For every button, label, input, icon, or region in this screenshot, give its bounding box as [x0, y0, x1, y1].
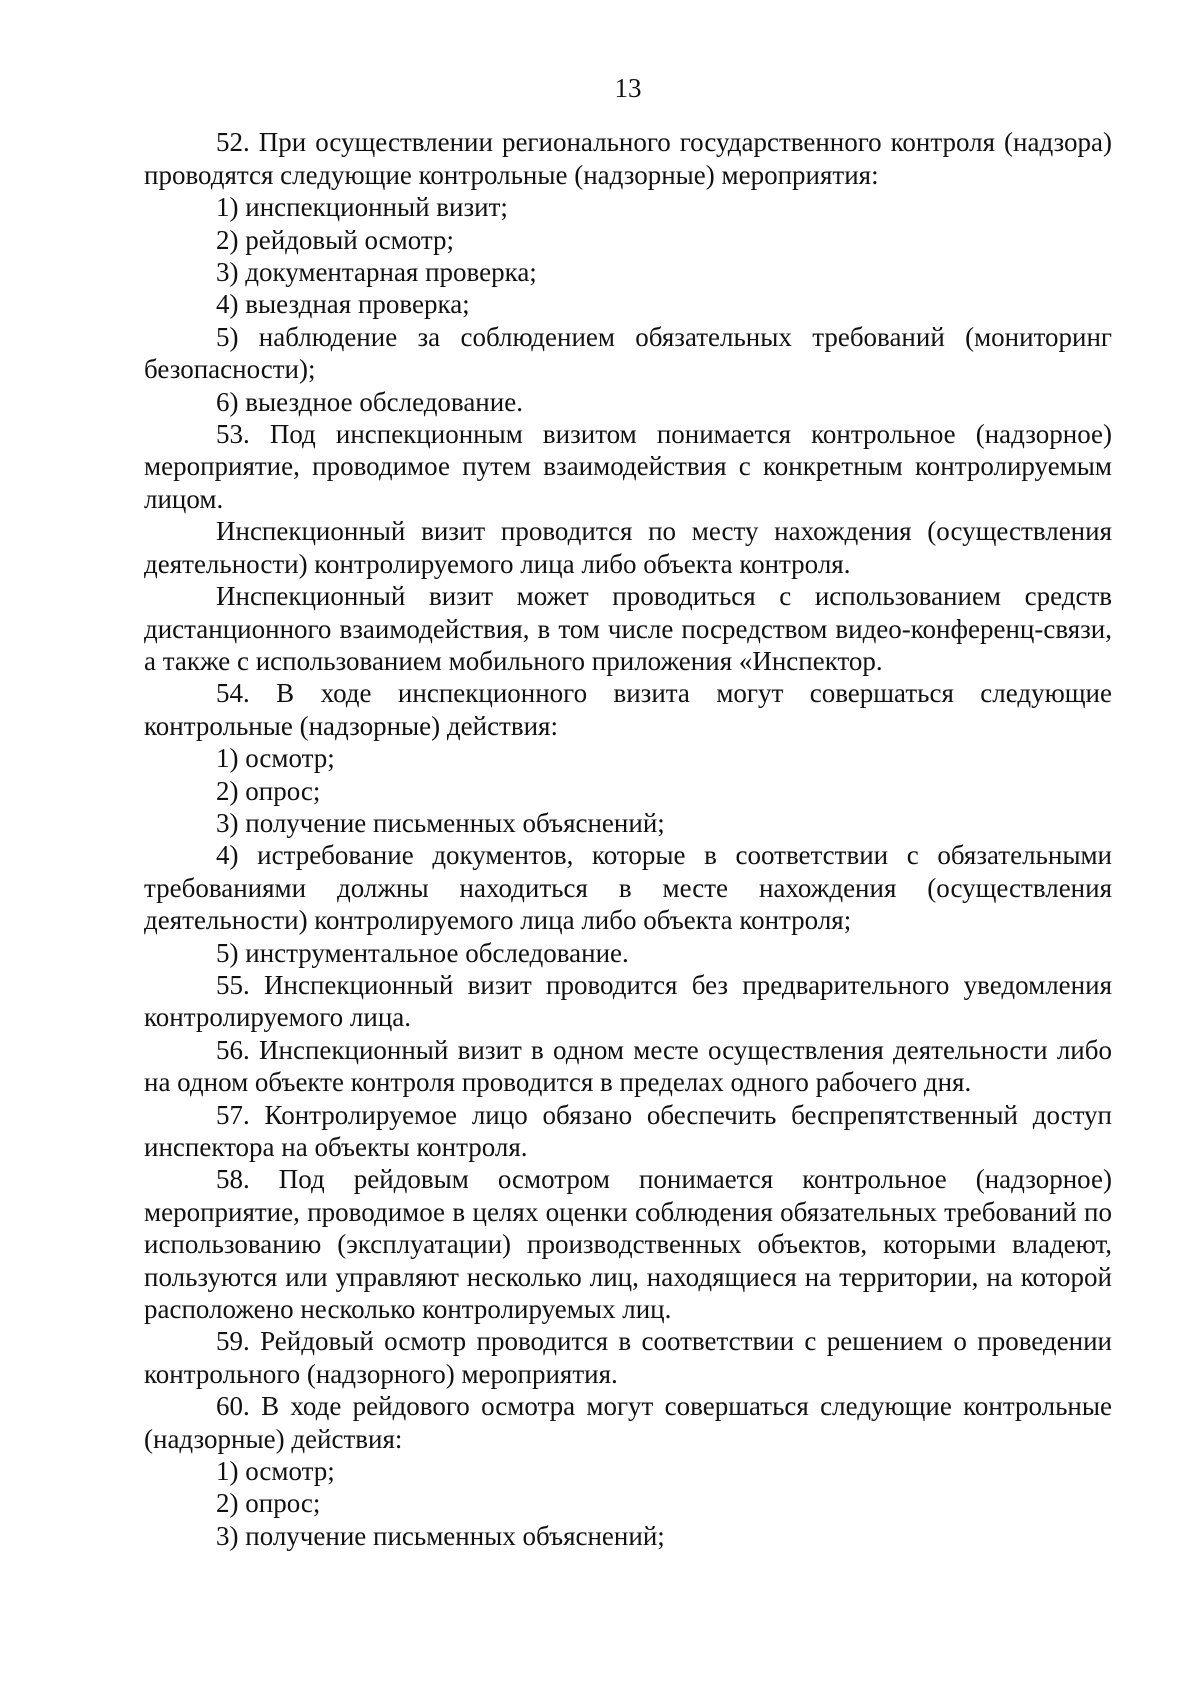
page-number: 13: [614, 73, 642, 103]
paragraph-58: 58. Под рейдовым осмотром понимается контрольное (надзорное) мероприятие, проводимое в целях оценки соблюдения обязательных требований по использованию (эксплуатации) производственных объектов, которыми владеют, пользуются или управляют несколько лиц, находящиеся на территории, на которой расположено несколько контролируемых лиц.: [144, 1164, 1112, 1325]
list-item-instrumental-survey: 5) инструментальное обследование.: [216, 937, 629, 968]
list-item-inspection-visit: 1) инспекционный визит;: [216, 192, 508, 223]
list-item-field-check: 4) выездная проверка;: [216, 289, 470, 320]
paragraph-54: 54. В ходе инспекционного визита могут совершаться следующие контрольные (надзорные) действия:: [144, 678, 1112, 741]
list-item-field-survey: 6) выездное обследование.: [216, 386, 523, 417]
document-body: [144, 126, 1112, 1552]
paragraph-56: 56. Инспекционный визит в одном месте осуществления деятельности либо на одном объекте контроля проводится в пределах одного рабочего дня.: [144, 1034, 1112, 1098]
paragraph-55: 55. Инспекционный визит проводится без предварительного уведомления контролируемого лица.: [144, 969, 1112, 1033]
list-item-documentary-check: 3) документарная проверка;: [216, 257, 537, 288]
list-item-written-explanations-raid: 3) получение письменных объяснений;: [216, 1520, 665, 1551]
list-item-examination-raid: 1) осмотр;: [216, 1456, 335, 1487]
list-item-survey-raid: 2) опрос;: [216, 1488, 321, 1519]
paragraph-60: 60. В ходе рейдового осмотра могут совершаться следующие контрольные (надзорные) действия:: [144, 1391, 1112, 1454]
list-item-written-explanations: 3) получение письменных объяснений;: [216, 807, 665, 838]
paragraph-53-location: Инспекционный визит проводится по месту нахождения (осуществления деятельности) контролируемого лица либо объекта контроля.: [144, 516, 1112, 579]
list-item-examination: 1) осмотр;: [216, 743, 335, 774]
paragraph-53: 53. Под инспекционным визитом понимается контрольное (надзорное) мероприятие, проводимое путем взаимодействия с конкретным контролируемым лицом.: [144, 419, 1112, 514]
paragraph-53-remote: Инспекционный визит может проводиться с использованием средств дистанционного взаимодействия, в том числе посредством видео-конференц-связи, а также с использованием мобильного приложения «Инспектор.: [144, 581, 1112, 676]
list-item-safety-monitoring: 5) наблюдение за соблюдением обязательных требований (мониторинг безопасности);: [144, 321, 1112, 385]
list-item-survey: 2) опрос;: [216, 775, 321, 806]
list-item-raid-inspection: 2) рейдовый осмотр;: [216, 224, 455, 255]
paragraph-52: 52. При осуществлении регионального государственного контроля (надзора) проводятся следующие контрольные (надзорные) мероприятия:: [144, 127, 1112, 190]
list-item-document-request: 4) истребование документов, которые в соответствии с обязательными требованиями должны находиться в месте нахождения (осуществления деятельности) контролируемого лица либо объекта контроля;: [144, 840, 1112, 936]
paragraph-57: 57. Контролируемое лицо обязано обеспечить беспрепятственный доступ инспектора на объекты контроля.: [144, 1099, 1112, 1162]
paragraph-59: 59. Рейдовый осмотр проводится в соответствии с решением о проведении контрольного (надзорного) мероприятия.: [144, 1326, 1112, 1389]
